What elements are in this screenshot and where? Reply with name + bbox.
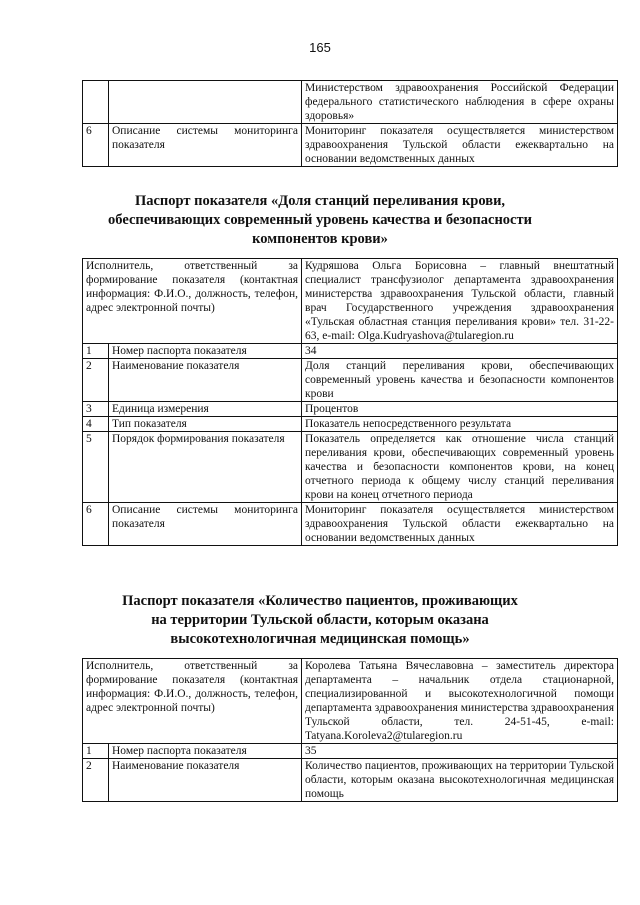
row-value: Доля станций переливания крови, обеспечивающих современный уровень качества и безопасности компонентов крови	[302, 359, 618, 402]
row-label: Описание системы мониторинга показателя	[109, 124, 302, 167]
row-label: Единица измерения	[109, 402, 302, 417]
row-label: Описание системы мониторинга показателя	[109, 503, 302, 546]
responsible-row	[83, 259, 618, 344]
row-label: Наименование показателя	[109, 759, 302, 802]
table-row	[83, 759, 618, 802]
row-value: Мониторинг показателя осуществляется министерством здравоохранения Тульской области ежеквартально на основании ведомственных данных	[302, 503, 618, 546]
row-value: Показатель определяется как отношение числа станций переливания крови, обеспечивающих современный уровень качества и безопасности компонентов крови, на конец отчетного периода к общему числу станций переливания крови на конец отчетного периода	[302, 432, 618, 503]
row-label: Тип показателя	[109, 417, 302, 432]
row-number: 2	[83, 359, 109, 402]
section-title	[0, 592, 640, 649]
row-value: 34	[302, 344, 618, 359]
row-number: 6	[83, 503, 109, 546]
responsible-label: Исполнитель, ответственный за формирование показателя (контактная информация: Ф.И.О., должность, телефон, адрес электронной почты)	[83, 259, 302, 344]
table-row	[83, 124, 618, 167]
title-line: на территории Тульской области, которым оказана	[151, 612, 489, 628]
title-line: высокотехнологичная медицинская помощь»	[170, 631, 470, 647]
title-line: Паспорт показателя «Количество пациентов, проживающих	[122, 593, 518, 609]
row-value: Министерством здравоохранения Российской Федерации федерального статистического наблюдения в сфере охраны здоровья»	[302, 81, 618, 124]
table-row	[83, 744, 618, 759]
row-number: 1	[83, 344, 109, 359]
title-line: Паспорт показателя «Доля станций переливания крови,	[134, 193, 506, 209]
responsible-row	[83, 659, 618, 744]
row-number	[83, 81, 109, 124]
row-label: Порядок формирования показателя	[109, 432, 302, 503]
row-value: Мониторинг показателя осуществляется министерством здравоохранения Тульской области ежеквартально на основании ведомственных данных	[302, 124, 618, 167]
table-row	[83, 432, 618, 503]
row-label: Номер паспорта показателя	[109, 344, 302, 359]
row-number: 6	[83, 124, 109, 167]
table-row	[83, 503, 618, 546]
row-value: 35	[302, 744, 618, 759]
row-number: 1	[83, 744, 109, 759]
title-line: обеспечивающих современный уровень качества и безопасности	[108, 212, 532, 228]
section-title	[0, 192, 640, 249]
row-label: Номер паспорта показателя	[109, 744, 302, 759]
row-value: Процентов	[302, 402, 618, 417]
row-number: 4	[83, 417, 109, 432]
row-number: 2	[83, 759, 109, 802]
row-label	[109, 81, 302, 124]
responsible-value: Королева Татьяна Вячеславовна – заместитель директора департамента – начальник отдела стационарной, специализированной и высокотехнологичной помощи департамента здравоохранения министерства здравоохранения Тульской области, тел. 24-51-45, e-mail: Tatyana.Koroleva2@tularegion.ru	[302, 659, 618, 744]
responsible-value: Кудряшова Ольга Борисовна – главный внештатный специалист трансфузиолог департамента здравоохранения министерства здравоохранения Тульской области, главный врач Государственного учреждения здравоохранения «Тульская областная станция переливания крови» тел. 31-22-63, e-mail: Olga.Kudryashova@tularegion.ru	[302, 259, 618, 344]
row-number: 5	[83, 432, 109, 503]
passport-table-34	[82, 258, 618, 546]
passport-table-35	[82, 658, 618, 802]
row-label: Наименование показателя	[109, 359, 302, 402]
table-row	[83, 402, 618, 417]
responsible-label: Исполнитель, ответственный за формирование показателя (контактная информация: Ф.И.О., должность, телефон, адрес электронной почты)	[83, 659, 302, 744]
table-row	[83, 81, 618, 124]
row-number: 3	[83, 402, 109, 417]
table-row	[83, 417, 618, 432]
page-number: 165	[309, 40, 331, 55]
title-line: компонентов крови»	[252, 231, 388, 247]
table-row	[83, 359, 618, 402]
table-row	[83, 344, 618, 359]
row-value: Количество пациентов, проживающих на территории Тульской области, которым оказана высокотехнологичная медицинская помощь	[302, 759, 618, 802]
row-value: Показатель непосредственного результата	[302, 417, 618, 432]
passport-table-continued	[82, 80, 618, 167]
